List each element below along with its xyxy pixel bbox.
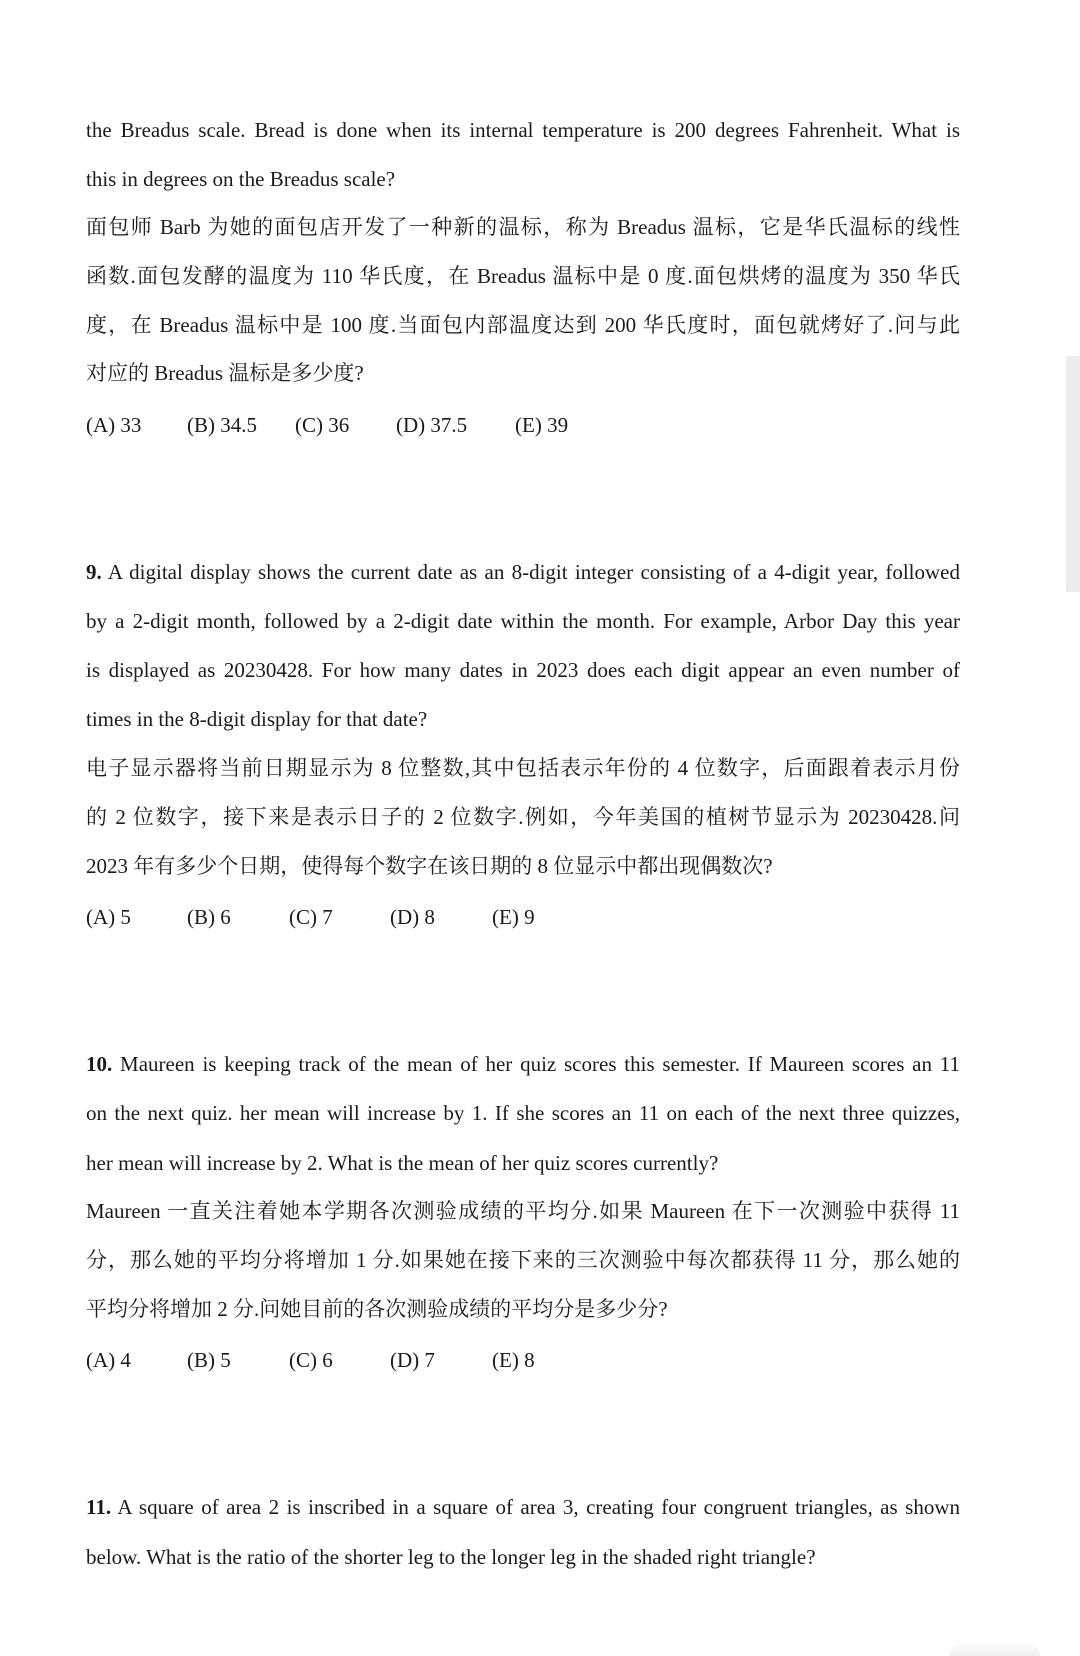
q8-option-b: (B) 34.5 (187, 413, 257, 437)
q10-zh-line-2: 分，那么她的平均分将增加 1 分.如果她在接下来的三次测验中每次都获得 11 分，那么她的 (86, 1248, 960, 1272)
q10-option-e: (E) 8 (492, 1348, 535, 1372)
q10-zh-line-1: Maureen 一直关注着她本学期各次测验成绩的平均分.如果 Maureen 在下一次测验中获得 11 (86, 1199, 960, 1223)
q9-zh-line-3: 2023 年有多少个日期，使得每个数字在该日期的 8 位显示中都出现偶数次? (86, 854, 773, 878)
q8-option-c: (C) 36 (295, 413, 350, 437)
q9-option-c: (C) 7 (289, 905, 333, 929)
q8-option-d: (D) 37.5 (396, 413, 468, 437)
q9-option-a: (A) 5 (86, 905, 131, 929)
q8-en-line-2: this in degrees on the Breadus scale? (86, 167, 396, 191)
q9-en-line-3: is displayed as 20230428. For how many dates in 2023 does each digit appear an even number of (86, 658, 960, 682)
q10-option-b: (B) 5 (187, 1348, 231, 1372)
q9-option-b: (B) 6 (187, 905, 231, 929)
q8-option-e: (E) 39 (515, 413, 569, 437)
q9-en-line-1-text: A digital display shows the current date as an 8-digit integer consisting of a 4-digit year, followed (101, 560, 960, 584)
q9-number: 9. (86, 560, 102, 584)
q9-option-d: (D) 8 (390, 905, 435, 929)
q8-en-line-1: the Breadus scale. Bread is done when its internal temperature is 200 degrees Fahrenheit. What is (86, 118, 960, 142)
q10-en-line-1 (86, 1050, 960, 1078)
q9-en-line-2: by a 2-digit month, followed by a 2-digit date within the month. For example, Arbor Day this year (86, 609, 960, 633)
q8-zh-line-3: 度，在 Breadus 温标中是 100 度.当面包内部温度达到 200 华氏度时，面包就烤好了.问与此 (86, 313, 960, 337)
q9-en-line-4: times in the 8-digit display for that date? (86, 707, 428, 731)
q10-en-line-2: on the next quiz. her mean will increase by 1. If she scores an 11 on each of the next three quizzes, (86, 1101, 960, 1125)
q10-zh-line-3: 平均分将增加 2 分.问她目前的各次测验成绩的平均分是多少分? (86, 1297, 668, 1321)
q8-option-a: (A) 33 (86, 413, 142, 437)
q11-en-line-1 (86, 1493, 960, 1521)
q11-en-line-2: below. What is the ratio of the shorter leg to the longer leg in the shaded right triangle? (86, 1545, 816, 1569)
q10-option-a: (A) 4 (86, 1348, 131, 1372)
q10-en-line-3: her mean will increase by 2. What is the mean of her quiz scores currently? (86, 1151, 719, 1175)
scrollbar-thumb[interactable] (1066, 356, 1080, 592)
q9-en-line-1 (86, 558, 960, 586)
q10-number: 10. (86, 1052, 113, 1076)
page-corner-shadow (950, 1642, 1040, 1656)
q9-option-e: (E) 9 (492, 905, 535, 929)
q9-zh-line-2: 的 2 位数字，接下来是表示日子的 2 位数字.例如，今年美国的植树节显示为 20230428.问 (86, 805, 960, 829)
q11-number: 11. (86, 1495, 112, 1519)
q10-option-c: (C) 6 (289, 1348, 333, 1372)
q9-zh-line-1: 电子显示器将当前日期显示为 8 位整数,其中包括表示年份的 4 位数字，后面跟着表示月份 (86, 756, 960, 780)
q8-zh-line-4: 对应的 Breadus 温标是多少度? (86, 361, 364, 385)
q8-zh-line-1: 面包师 Barb 为她的面包店开发了一种新的温标，称为 Breadus 温标，它是华氏温标的线性 (86, 215, 960, 239)
q10-en-line-1-text: Maureen is keeping track of the mean of her quiz scores this semester. If Maureen scores an 11 (112, 1052, 960, 1076)
q10-option-d: (D) 7 (390, 1348, 435, 1372)
q11-en-line-1-text: A square of area 2 is inscribed in a square of area 3, creating four congruent triangles, as shown (111, 1495, 960, 1519)
q8-zh-line-2: 函数.面包发酵的温度为 110 华氏度，在 Breadus 温标中是 0 度.面包烘烤的温度为 350 华氏 (86, 264, 960, 288)
